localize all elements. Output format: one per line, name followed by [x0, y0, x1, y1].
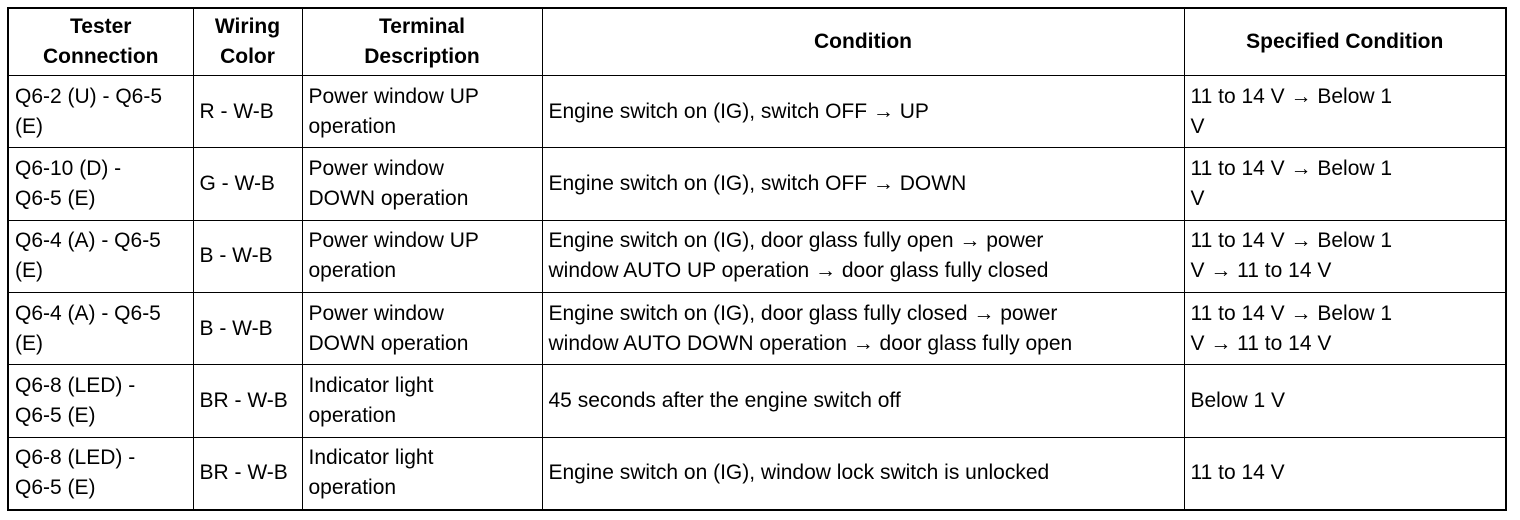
cell-terminal-description: Power window UP operation — [302, 76, 542, 148]
table-header — [8, 8, 1506, 76]
cell-condition: Engine switch on (IG), switch OFF → DOWN — [542, 148, 1184, 220]
cell-terminal-description: Power window DOWN operation — [302, 292, 542, 364]
table-row — [8, 76, 1506, 148]
cell-condition: 45 seconds after the engine switch off — [542, 365, 1184, 437]
cell-tester-connection: Q6-8 (LED) - Q6-5 (E) — [8, 365, 193, 437]
cell-specified-condition: 11 to 14 V → Below 1 V → 11 to 14 V — [1184, 292, 1506, 364]
cell-wiring-color: BR - W-B — [193, 365, 302, 437]
header-condition: Condition — [542, 8, 1184, 76]
header-wiring-color: Wiring Color — [193, 8, 302, 76]
cell-specified-condition: 11 to 14 V — [1184, 437, 1506, 510]
cell-terminal-description: Indicator light operation — [302, 365, 542, 437]
cell-tester-connection: Q6-8 (LED) - Q6-5 (E) — [8, 437, 193, 510]
cell-specified-condition: 11 to 14 V → Below 1 V — [1184, 148, 1506, 220]
table-row — [8, 220, 1506, 292]
table-body — [8, 76, 1506, 511]
header-specified-condition: Specified Condition — [1184, 8, 1506, 76]
table-row — [8, 437, 1506, 510]
specification-table — [7, 7, 1507, 511]
table-row — [8, 292, 1506, 364]
cell-specified-condition: 11 to 14 V → Below 1 V → 11 to 14 V — [1184, 220, 1506, 292]
cell-tester-connection: Q6-2 (U) - Q6-5 (E) — [8, 76, 193, 148]
cell-wiring-color: R - W-B — [193, 76, 302, 148]
cell-specified-condition: Below 1 V — [1184, 365, 1506, 437]
cell-tester-connection: Q6-4 (A) - Q6-5 (E) — [8, 292, 193, 364]
cell-condition: Engine switch on (IG), switch OFF → UP — [542, 76, 1184, 148]
cell-specified-condition: 11 to 14 V → Below 1 V — [1184, 76, 1506, 148]
header-terminal-description: Terminal Description — [302, 8, 542, 76]
header-tester-connection: Tester Connection — [8, 8, 193, 76]
cell-wiring-color: G - W-B — [193, 148, 302, 220]
header-row — [8, 8, 1506, 76]
cell-condition: Engine switch on (IG), window lock switch is unlocked — [542, 437, 1184, 510]
table-row — [8, 365, 1506, 437]
table-row — [8, 148, 1506, 220]
cell-tester-connection: Q6-4 (A) - Q6-5 (E) — [8, 220, 193, 292]
cell-wiring-color: BR - W-B — [193, 437, 302, 510]
cell-terminal-description: Power window UP operation — [302, 220, 542, 292]
cell-terminal-description: Indicator light operation — [302, 437, 542, 510]
cell-tester-connection: Q6-10 (D) - Q6-5 (E) — [8, 148, 193, 220]
cell-terminal-description: Power window DOWN operation — [302, 148, 542, 220]
cell-wiring-color: B - W-B — [193, 292, 302, 364]
cell-condition: Engine switch on (IG), door glass fully closed → power window AUTO DOWN operation → door glass fully open — [542, 292, 1184, 364]
cell-condition: Engine switch on (IG), door glass fully open → power window AUTO UP operation → door glass fully closed — [542, 220, 1184, 292]
cell-wiring-color: B - W-B — [193, 220, 302, 292]
